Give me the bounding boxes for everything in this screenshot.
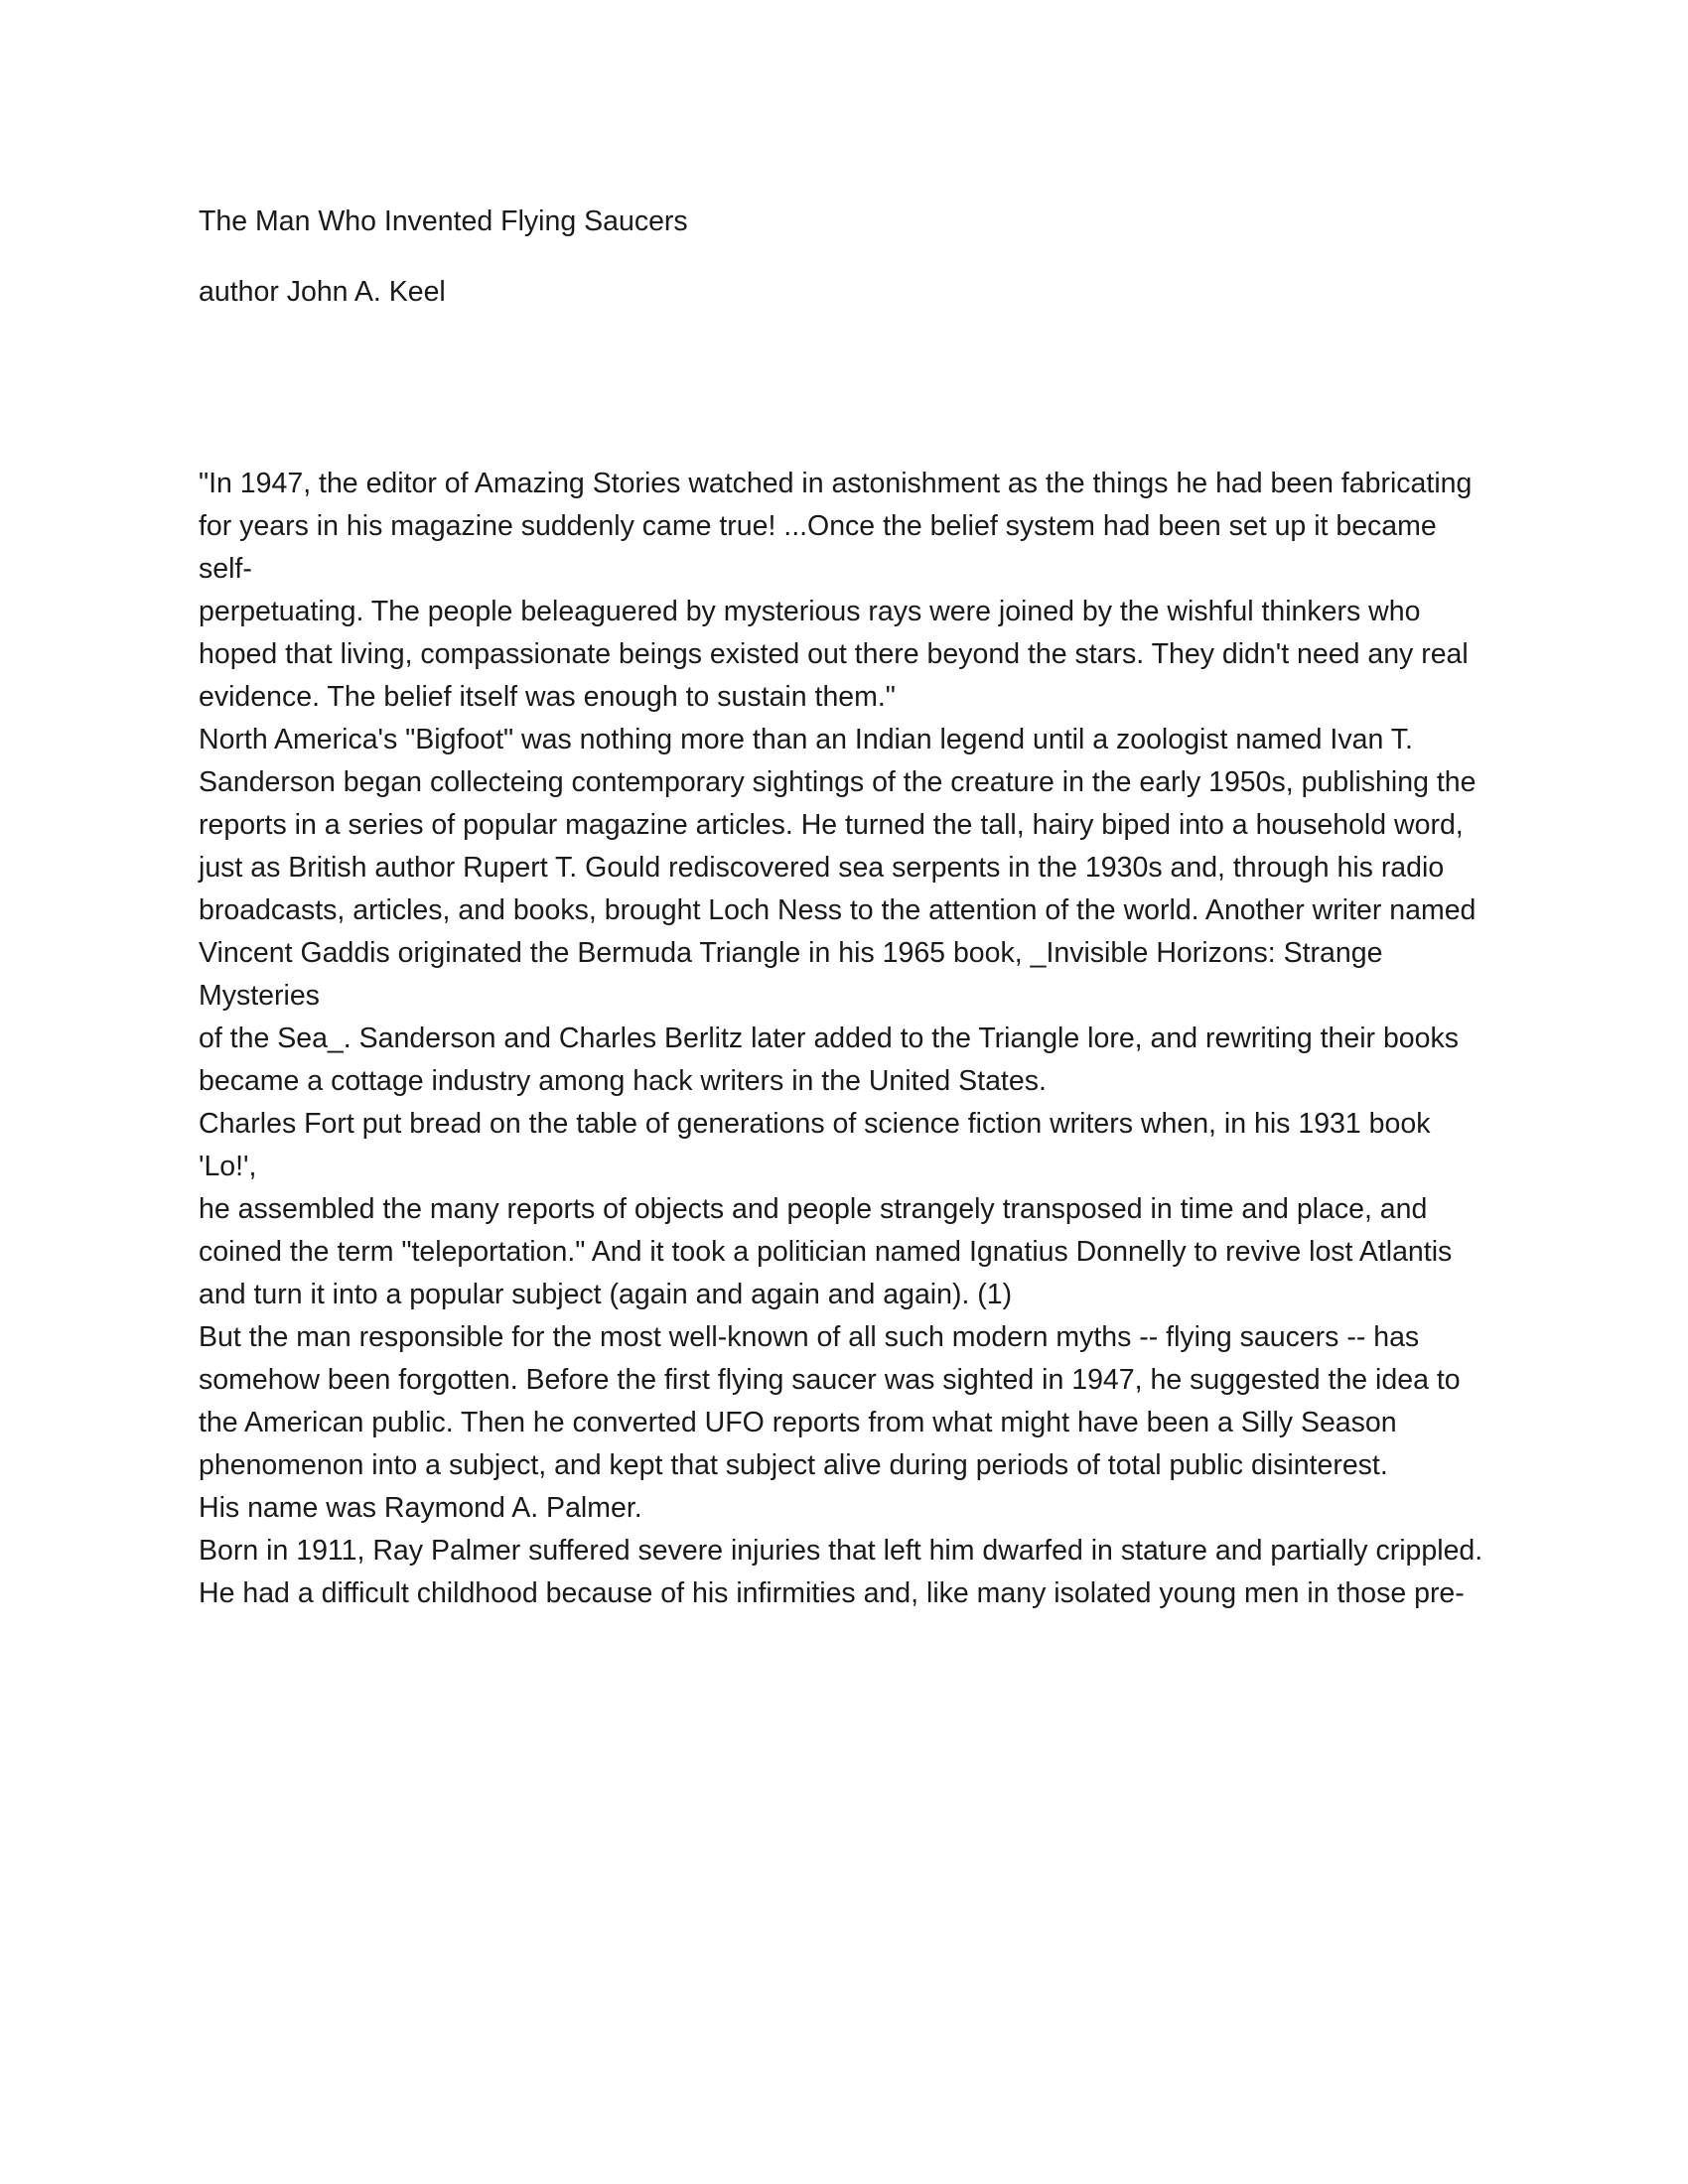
paragraph-bigfoot: North America's "Bigfoot" was nothing more than an Indian legend until a zoologist named Ivan T. Sanderson began collecteing contemporary sightings of the creature in the early 1950s, publishing the reports in a series of popular magazine articles. He turned the tall, hairy biped into a household word, just as British author Rupert T. Gould rediscovered sea serpents in the 1930s and, through his radio broadcasts, articles, and books, brought Loch Ness to the attention of the world. Another writer named Vincent Gaddis originated the Bermuda Triangle in his 1965 book, _Invisible Horizons: Strange Mysteries of the Sea_. Sanderson and Charles Berlitz later added to the Triangle lore, and rewriting their books became a cottage industry among hack writers in the United States. [199, 724, 1477, 1097]
paragraph-palmer-born: Born in 1911, Ray Palmer suffered severe injuries that left him dwarfed in stature and partially crippled. He had a difficult childhood because of his infirmities and, like many isolated young men in those pre- [199, 1535, 1483, 1609]
document-title: The Man Who Invented Flying Saucers [199, 205, 688, 237]
paragraph-quote: "In 1947, the editor of Amazing Stories watched in astonishment as the things he had been fabricating for years in his magazine suddenly came true! ...Once the belief system had been set up it became self- perpetuating. The people beleaguered by mysterious rays were joined by the wishful thinkers who hoped that living, compassionate beings existed out there beyond the stars. They didn't need any real evidence. The belief itself was enough to sustain them." [199, 468, 1473, 713]
document-author: author John A. Keel [199, 276, 446, 308]
paragraph-charles-fort: Charles Fort put bread on the table of generations of science fiction writers when, in his 1931 book 'Lo!', he assembled the many reports of objects and people strangely transposed in time and place, and coined the term "teleportation." And it took a politician named Ignatius Donnelly to revive lost Atlantis and turn it into a popular subject (again and again and again). (1) [199, 1108, 1453, 1310]
document-body [199, 201, 1489, 1615]
paragraph-palmer-name: His name was Raymond A. Palmer. [199, 1492, 642, 1524]
paragraph-flying-saucers: But the man responsible for the most well-known of all such modern myths -- flying saucers -- has somehow been forgotten. Before the first flying saucer was sighted in 1947, he suggested the idea to the American public. Then he converted UFO reports from what might have been a Silly Season phenomenon into a subject, and kept that subject alive during periods of total public disinterest. [199, 1321, 1461, 1481]
